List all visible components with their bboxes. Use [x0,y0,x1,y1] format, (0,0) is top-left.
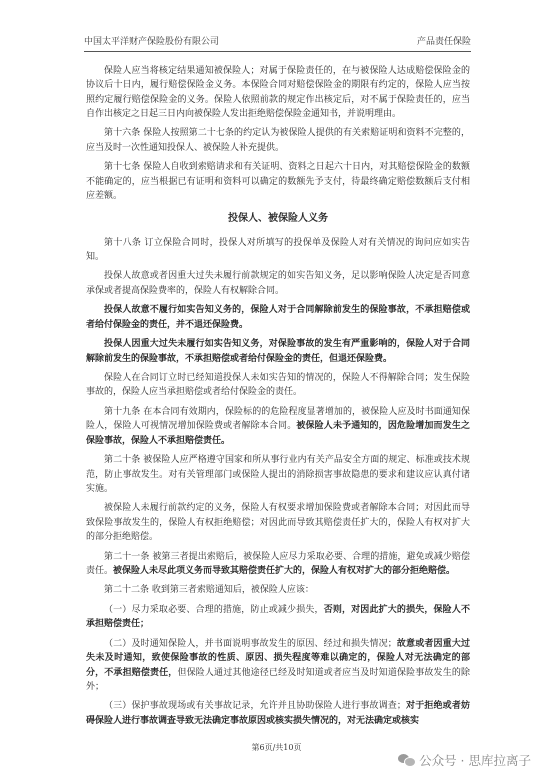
paragraph [86,405,470,448]
bold-text: 投保人、被保险人义务 [228,213,328,225]
text: 被保险人未履行前款约定的义务，保险人有权要求增加保险费或者解除本合同；对因此而导致保险事故发生的，保险人有权拒绝赔偿；对因此而导致其赔偿责任扩大的，保险人有权对扩大的部分拒绝赔偿。 [86,503,470,542]
page-number: 第6页/共10页 [251,743,302,752]
paragraph [86,303,470,332]
header-product: 产品责任保险 [416,37,471,47]
text: （三）保护事故现场或有关事故记录，允许并且协助保险人进行事故调查； [104,701,406,712]
text: （一）尽力采取必要、合理的措施，防止或减少损失， [104,605,324,616]
text: （二）及时通知保险人，并书面说明事故发生的原因、经过和损失情况； [104,638,397,649]
text: 投保人故意或者因重大过失未履行前款规定的如实告知义务，足以影响保险人决定是否同意承保或者提高保险费率的，保险人有权解除合同。 [86,271,470,296]
wechat-icon [398,753,414,767]
bold-text: 故意或者因重大过失未及时通知，致使保险事故的性质、原因、损失程度等难以确定的，保险人对无法确定的部分，不承担赔偿责任， [86,638,470,678]
paragraph [86,126,470,155]
paragraph [86,160,470,203]
watermark [398,751,531,769]
bold-text: 对于拒绝或者妨碍保险人进行事故调查导致无法确定事故原因或核实损失情况的，对无法确定或核实 [86,701,470,726]
paragraph [86,699,470,728]
text: 第十八条 订立保险合同时，投保人对所填写的投保单及保险人对有关情况的询问应如实告知。 [86,237,470,262]
section-title [86,212,470,226]
paragraph [86,501,470,544]
text: 保险人在合同订立时已经知道投保人未如实告知的情况的，保险人不得解除合同；发生保险事故的，保险人应当承担赔偿或者给付保险金的责任。 [86,373,470,398]
watermark-text: 公众号 · 思库拉离子 [419,753,531,768]
document-body [86,64,470,733]
paragraph [86,603,470,632]
text: 保险人应当将核定结果通知被保险人；对属于保险责任的，在与被保险人达成赔偿保险金的协议后十日内，履行赔偿保险金义务。本保险合同对赔偿保险金的期限有约定的，保险人应当按照约定履行赔偿保险金的义务。保险人依照前款的规定作出核定后，对不属于保险责任的，应当自作出核定之日起三日内向被保险人发出拒绝赔偿保险金通知书，并说明理由。 [86,66,470,119]
text: 第十六条 保险人按照第二十七条的约定认为被保险人提供的有关索赔证明和资料不完整的，应当及时一次性通知投保人、被保险人补充提供。 [86,128,470,153]
paragraph [86,583,470,597]
bold-text: 否则，对因此扩大的损失，保险人不承担赔偿责任； [86,605,470,630]
page-header [84,36,471,52]
text: 第十七条 保险人自收到索赔请求和有关证明、资料之日起六十日内，对其赔偿保险金的数额不能确定的，应当根据已有证明和资料可以确定的数额先予支付，待最终确定赔偿数额后支付相应差额。 [86,162,470,201]
paragraph [86,269,470,298]
paragraph [86,236,470,265]
text: 第二十二条 收到第三者索赔通知后，被保险人应该： [104,585,314,596]
bold-text: 被保险人未予通知的，因危险增加而发生之保险事故，保险人不承担赔偿责任。 [86,421,470,446]
text: 但保险人通过其他途径已经及时知道或者应当及时知道保险事故发生的除外； [86,667,470,692]
paragraph [86,453,470,496]
paragraph [86,371,470,400]
text: 第十九条 在本合同有效期内，保险标的的危险程度显著增加的，被保险人应及时书面通知保险人，保险人可视情况增加保险费或者解除本合同。 [86,407,470,432]
header-company: 中国太平洋财产保险股份有限公司 [84,37,220,47]
text: 第二十条 被保险人应严格遵守国家和所从事行业内有关产品安全方面的规定、标准或技术规范，防止事故发生。对有关管理部门或保险人提出的消除损害事故隐患的要求和建议应认真付诸实施。 [86,455,470,494]
paragraph [86,64,470,121]
paragraph [86,337,470,366]
paragraph [86,637,470,694]
bold-text: 投保人故意不履行如实告知义务的，保险人对于合同解除前发生的保险事故，不承担赔偿或者给付保险金的责任，并不退还保险费。 [86,305,470,330]
bold-text: 投保人因重大过失未履行如实告知义务，对保险事故的发生有严重影响的，保险人对于合同解除前发生的保险事故，不承担赔偿或者给付保险金的责任，但退还保险费。 [86,339,470,364]
text: 第二十一条 被第三者提出索赔后，被保险人应尽力采取必要、合理的措施，避免或减少赔偿责任。 [86,551,470,576]
paragraph [86,550,470,579]
bold-text: 被保险人未尽此项义务而导致其赔偿责任扩大的，保险人有权对扩大的部分拒绝赔偿。 [113,565,456,576]
